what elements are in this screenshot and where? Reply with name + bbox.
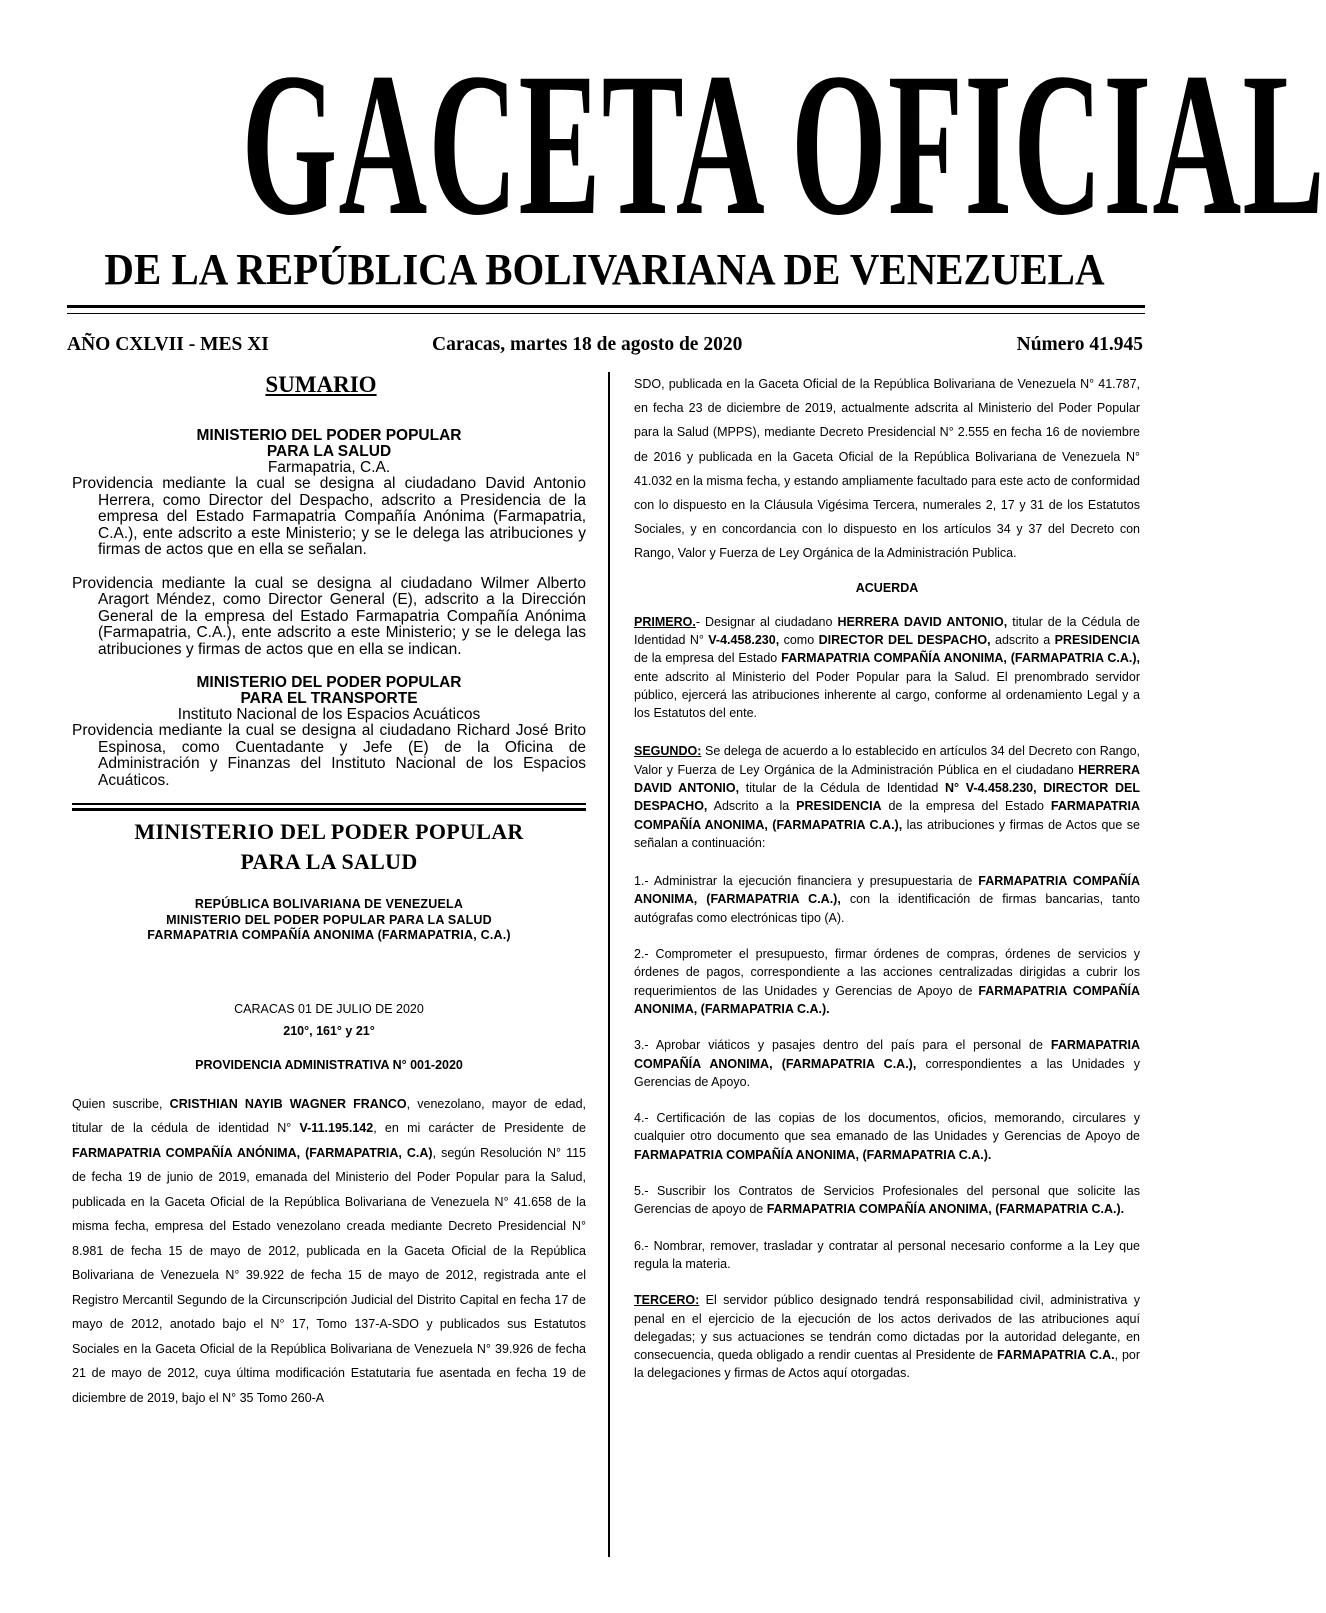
- delegated-item-6: [634, 1237, 1140, 1274]
- sumario-section-salud: [72, 428, 586, 658]
- delegated-item-2: [634, 945, 1140, 1018]
- text: Se delega de acuerdo a lo establecido en artículos 34 del Decreto con Rango, Valor y Fuerza de Ley Orgánica de la Administración Pública en el ciudadano: [634, 744, 1140, 777]
- text-bold: FARMAPATRIA COMPAÑÍA ANONIMA, (FARMAPATRIA C.A.),: [634, 874, 1141, 907]
- right-column: [634, 372, 1140, 1383]
- sumario-entity: Instituto Nacional de los Espacios Acuáticos: [177, 706, 481, 723]
- sumario-ministry-line1: MINISTERIO DEL PODER POPULAR: [196, 674, 462, 691]
- text-bold: FARMAPATRIA COMPAÑÍA ANONIMA, (FARMAPATRIA C.A.),: [634, 799, 1140, 832]
- text: , en mi carácter de Presidente de: [373, 1121, 587, 1135]
- text: , según Resolución N° 115 de fecha 19 de junio de 2019, emanada del Ministerio del Poder Popular para la Salud, publicada en la Gaceta Oficial de la República Bolivariana de Venezuela N° 41.658 de la misma fecha, empresa del Estado venezolano creada mediante Decreto Presidencial N° 8.981 de fecha 15 de mayo de 2012, publicada en la Gaceta Oficial de la República Bolivariana de Venezuela N° 39.922 de fecha 15 de mayo de 2012, registrada ante el Registro Mercantil Segundo de la Circunscripción Judicial del Distrito Capital en fecha 17 de mayo de 2012, anotado bajo el N° 17, Tomo 137-A-SDO y publicados sus Estatutos Sociales en la Gaceta Oficial de la República Bolivariana de Venezuela N° 39.926 de fecha 21 de mayo de 2012, cuya última modificación Estatutaria fue asentada en fecha 19 de diciembre de 2019, bajo el N° 35 Tomo 260-A: [72, 1145, 586, 1405]
- text: 4.- Certificación de las copias de los documentos, oficios, memorando, circulares y cualquier otro documento que sea emanado de las Unidades y Gerencias de Apoyo de: [634, 1111, 1140, 1144]
- text: , por la delegaciones y firmas de Actos aquí otorgadas.: [634, 1348, 1141, 1381]
- article-label: PRIMERO.: [634, 614, 696, 629]
- section-heading: [72, 817, 586, 877]
- gazette-masthead-title: GACETA OFICIAL: [241, 31, 1326, 258]
- text: - Designar al ciudadano: [695, 614, 838, 629]
- delegated-item-5: [634, 1182, 1140, 1219]
- text-bold: FARMAPATRIA COMPAÑÍA ANONIMA, (FARMAPATRIA C.A.).: [634, 983, 1140, 1016]
- text: con la identificación de firmas bancarias, tanto autógrafas como electrónicas tipo (A).: [634, 892, 1140, 925]
- acuerda-heading: ACUERDA: [855, 580, 919, 595]
- article-label: TERCERO:: [634, 1293, 700, 1308]
- sumario-item: Providencia mediante la cual se designa al ciudadano David Antonio Herrera, como Director del Despacho, adscrito a Presidencia de la empresa del Estado Farmapatria Compañía Anónima (Farmapatria, C.A.), ente adscrito a este Ministerio; y se le delega las atribuciones y firmas de actos que en ella se señalan.: [72, 475, 586, 558]
- gazette-masthead-subtitle: DE LA REPÚBLICA BOLIVARIANA DE VENEZUELA: [104, 245, 1105, 294]
- sumario-title: SUMARIO: [265, 372, 377, 397]
- section-heading-line2: PARA LA SALUD: [240, 849, 418, 874]
- column-divider: [608, 372, 610, 1557]
- masthead-rule-bottom: [67, 313, 1145, 314]
- text: 5.- Suscribir los Contratos de Servicios Profesionales del personal que solicite las Gerencias de apoyo de: [634, 1184, 1140, 1217]
- text: correspondientes a las Unidades y Gerencias de Apoyo.: [634, 1056, 1140, 1089]
- document-header-line1: REPÚBLICA BOLIVARIANA DE VENEZUELA: [194, 897, 464, 911]
- document-intro-paragraph: [72, 1092, 586, 1411]
- article-label: SEGUNDO:: [634, 744, 702, 759]
- text: adscrito a: [990, 632, 1055, 647]
- text: 3.- Aprobar viáticos y pasajes dentro del país para el personal de: [634, 1038, 1051, 1053]
- section-rule: [72, 808, 586, 811]
- sumario-ministry-line2: PARA LA SALUD: [266, 443, 392, 460]
- text: 1.- Administrar la ejecución financiera y presupuestaria de: [634, 874, 979, 889]
- document-continuation-paragraph: SDO, publicada en la Gaceta Oficial de la República Bolivariana de Venezuela N° 41.787, en fecha 23 de diciembre de 2019, actualmente adscrita al Ministerio del Poder Popular para la Salud (MPPS), mediante Decreto Presidencial N° 2.555 en fecha 16 de noviembre de 2016 y publicada en la Gaceta Oficial de la República Bolivariana de Venezuela N° 41.032 en la misma fecha, y estando ampliamente facultado para este acto de conformidad con lo dispuesto en la Cláusula Vigésima Tercera, numerales 2, 17 y 31 de los Estatutos Sociales, y en concordancia con lo dispuesto en los artículos 34 y 37 del Decreto con Rango, Valor y Fuerza de Ley Orgánica de la Administración Publica.: [634, 377, 1140, 561]
- delegated-item-3: [634, 1036, 1140, 1091]
- text-bold: V-11.195.142: [299, 1121, 374, 1135]
- sumario-entity: Farmapatria, C.A.: [267, 459, 391, 476]
- sumario-section-transporte: [72, 675, 586, 789]
- article-primero: [634, 613, 1140, 723]
- text: de la empresa del Estado: [881, 799, 1051, 814]
- delegated-item-1: [634, 872, 1140, 927]
- document-title: PROVIDENCIA ADMINISTRATIVA N° 001-2020: [195, 1057, 463, 1072]
- text-bold: FARMAPATRIA COMPAÑÍA ANONIMA, (FARMAPATRIA C.A.).: [634, 1147, 992, 1162]
- section-rule: [72, 803, 586, 805]
- document-header-line2: MINISTERIO DEL PODER POPULAR PARA LA SALUD: [166, 912, 492, 927]
- section-heading-line1: MINISTERIO DEL PODER POPULAR: [134, 819, 524, 844]
- text: titular de la Cédula de Identidad: [739, 781, 945, 795]
- text: como: [779, 632, 819, 647]
- document-header: [72, 897, 586, 944]
- text: las atribuciones y firmas de Actos que se señalan a continuación:: [634, 817, 1140, 850]
- document-header-line3: FARMAPATRIA COMPAÑÍA ANONIMA (FARMAPATRIA, C.A.): [147, 928, 511, 942]
- issue-number: Número 41.945: [1016, 334, 1143, 355]
- text-bold: FARMAPATRIA COMPAÑÍA ANONIMA, (FARMAPATRIA C.A.),: [634, 1038, 1140, 1071]
- issue-year: AÑO CXLVII - MES XI: [67, 334, 269, 355]
- text-bold: PRESIDENCIA: [796, 799, 882, 814]
- article-segundo: [634, 742, 1140, 852]
- text-bold: FARMAPATRIA C.A.: [997, 1348, 1115, 1363]
- document-date: CARACAS 01 DE JULIO DE 2020: [234, 1001, 424, 1016]
- text: Quien suscribe,: [72, 1096, 170, 1111]
- text-bold: FARMAPATRIA COMPAÑÍA ANONIMA, (FARMAPATRIA C.A.),: [781, 651, 1141, 666]
- text-bold: DIRECTOR DEL DESPACHO,: [818, 632, 991, 647]
- text-bold: FARMAPATRIA COMPAÑÍA ANÓNIMA, (FARMAPATRIA, C.A): [72, 1145, 433, 1160]
- text-bold: CRISTHIAN NAYIB WAGNER FRANCO: [169, 1096, 407, 1111]
- issue-place-date: Caracas, martes 18 de agosto de 2020: [432, 334, 743, 355]
- text: ente adscrito al Ministerio del Poder Popular para la Salud. El prenombrado servidor público, ejercerá las atribuciones inherente al cargo, conforme al ordenamiento Legal y a los Estatutos del ente.: [634, 669, 1140, 721]
- text: de la empresa del Estado: [634, 651, 782, 666]
- text-bold: V-4.458.230,: [708, 632, 780, 647]
- text-bold: FARMAPATRIA COMPAÑÍA ANONIMA, (FARMAPATRIA C.A.).: [766, 1202, 1125, 1217]
- left-column: [72, 372, 586, 1410]
- sumario-ministry-line1: MINISTERIO DEL PODER POPULAR: [196, 427, 462, 444]
- sumario-ministry-line2: PARA EL TRANSPORTE: [240, 690, 418, 707]
- sumario-item: Providencia mediante la cual se designa al ciudadano Richard José Brito Espinosa, como Cuentadante y Jefe (E) de la Oficina de Administración y Finanzas del Instituto Nacional de los Espacios Acuáticos.: [72, 722, 586, 789]
- text: 6.- Nombrar, remover, trasladar y contratar al personal necesario conforme a la Ley que regula la materia.: [634, 1238, 1140, 1271]
- text: El servidor público designado tendrá responsabilidad civil, administrativa y penal en el ejercicio de la ejecución de los actos derivados de las atribuciones aquí delegadas; y sus actuaciones se tendrán como dictadas por la autoridad delegante, en consecuencia, queda obligado a rendir cuentas al Presidente de: [634, 1293, 1140, 1363]
- sumario-item: Providencia mediante la cual se designa al ciudadano Wilmer Alberto Aragort Méndez, como Director General (E), adscrito a la Dirección General de la empresa del Estado Farmapatria Compañía Anónima (Farmapatria, C.A.), ente adscrito a este Ministerio; y se le delega las atribuciones y firmas de actos que en ella se indican.: [72, 574, 586, 658]
- text-bold: HERRERA DAVID ANTONIO,: [837, 614, 1008, 629]
- text: titular de la Cédula de Identidad N°: [634, 614, 1140, 647]
- text: , venezolano, mayor de edad, titular de la cédula de identidad N°: [72, 1096, 586, 1135]
- text: 2.- Comprometer el presupuesto, firmar órdenes de compras, órdenes de servicios y órdenes de pagos, correspondiente a las acciones centralizadas dirigidas a cubrir los requerimientos de las Unidades y Gerencias de Apoyo de: [634, 947, 1140, 998]
- text-bold: N° V-4.458.230, DIRECTOR DEL DESPACHO,: [634, 781, 1141, 814]
- delegated-item-4: [634, 1109, 1140, 1164]
- text-bold: HERRERA DAVID ANTONIO,: [634, 762, 1140, 795]
- text-bold: PRESIDENCIA: [1054, 632, 1141, 647]
- document-years: 210°, 161° y 21°: [283, 1023, 375, 1038]
- text: Adscrito a la: [707, 799, 797, 814]
- masthead-rule-top: [67, 305, 1145, 308]
- article-tercero: [634, 1291, 1140, 1382]
